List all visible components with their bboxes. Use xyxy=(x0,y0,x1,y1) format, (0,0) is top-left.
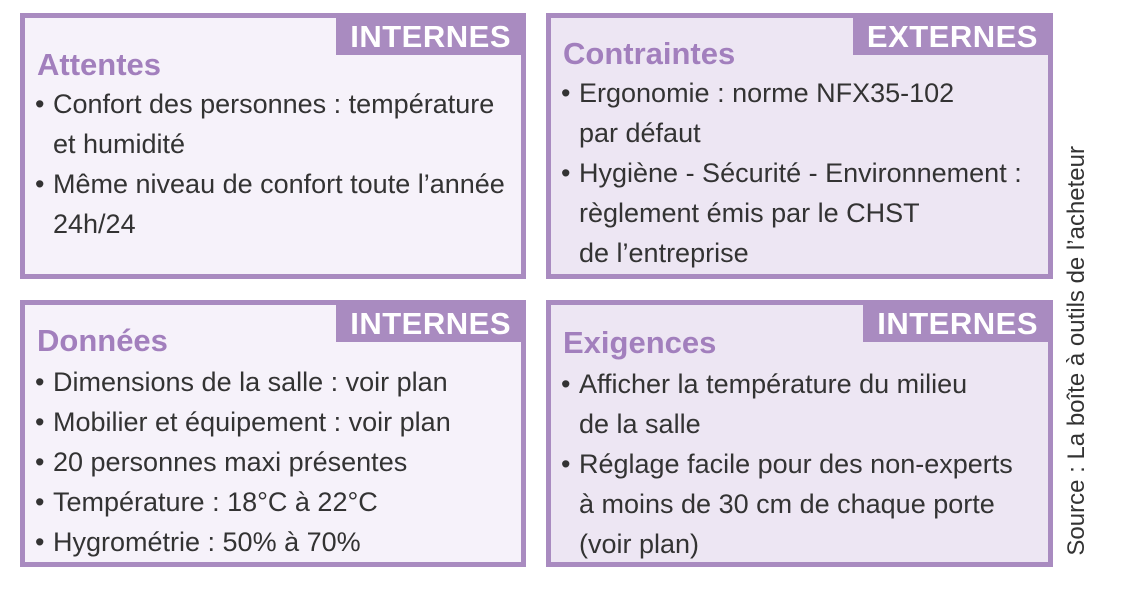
panel-donnees xyxy=(20,300,526,567)
item-text: Mobilier et équipement : voir plan xyxy=(53,407,451,437)
list-item xyxy=(561,444,1013,564)
list-item xyxy=(35,402,451,442)
list-item xyxy=(561,73,1022,153)
bullet: • xyxy=(35,447,45,477)
item-list xyxy=(35,362,451,562)
list-item xyxy=(561,364,1013,444)
item-text: Hygrométrie : 50% à 70% xyxy=(53,527,361,557)
panel-contraintes xyxy=(546,13,1053,279)
panel-attentes xyxy=(20,13,526,279)
list-item xyxy=(35,164,505,244)
bullet: • xyxy=(561,78,571,108)
panel-title: Attentes xyxy=(37,47,162,82)
panel-exigences xyxy=(546,300,1053,567)
bullet: • xyxy=(561,158,571,188)
item-text: Hygiène - Sécurité - Environnement : règlement émis par le CHST de l’entreprise xyxy=(579,158,1022,268)
item-text: Afficher la température du milieu de la salle xyxy=(579,369,968,439)
item-text: Ergonomie : norme NFX35-102 par défaut xyxy=(579,78,955,148)
item-text: 20 personnes maxi présentes xyxy=(53,447,408,477)
tag-externes: EXTERNES xyxy=(853,18,1048,55)
list-item xyxy=(35,522,451,562)
source-caption: Source : La boîte à outils de l’acheteur xyxy=(1063,146,1090,556)
list-item xyxy=(35,442,451,482)
list-item xyxy=(35,84,505,164)
item-list xyxy=(561,73,1022,273)
item-text: Réglage facile pour des non-experts à moins de 30 cm de chaque porte (voir plan) xyxy=(579,449,1013,559)
bullet: • xyxy=(35,487,45,517)
tag-internes: INTERNES xyxy=(336,18,521,55)
bullet: • xyxy=(35,367,45,397)
panel-title: Exigences xyxy=(563,325,717,360)
item-text: Dimensions de la salle : voir plan xyxy=(53,367,448,397)
item-text: Même niveau de confort toute l’année 24h/24 xyxy=(53,169,505,239)
list-item xyxy=(35,482,451,522)
bullet: • xyxy=(35,407,45,437)
panel-title: Contraintes xyxy=(563,36,736,71)
bullet: • xyxy=(561,369,571,399)
item-text: Température : 18°C à 22°C xyxy=(53,487,378,517)
item-list xyxy=(561,364,1013,564)
bullet: • xyxy=(35,527,45,557)
tag-internes: INTERNES xyxy=(863,305,1048,342)
list-item xyxy=(561,153,1022,273)
bullet: • xyxy=(35,169,45,199)
panel-title: Données xyxy=(37,323,168,358)
list-item xyxy=(35,362,451,402)
tag-internes: INTERNES xyxy=(336,305,521,342)
bullet: • xyxy=(35,89,45,119)
item-list xyxy=(35,84,505,244)
item-text: Confort des personnes : température et humidité xyxy=(53,89,495,159)
bullet: • xyxy=(561,449,571,479)
